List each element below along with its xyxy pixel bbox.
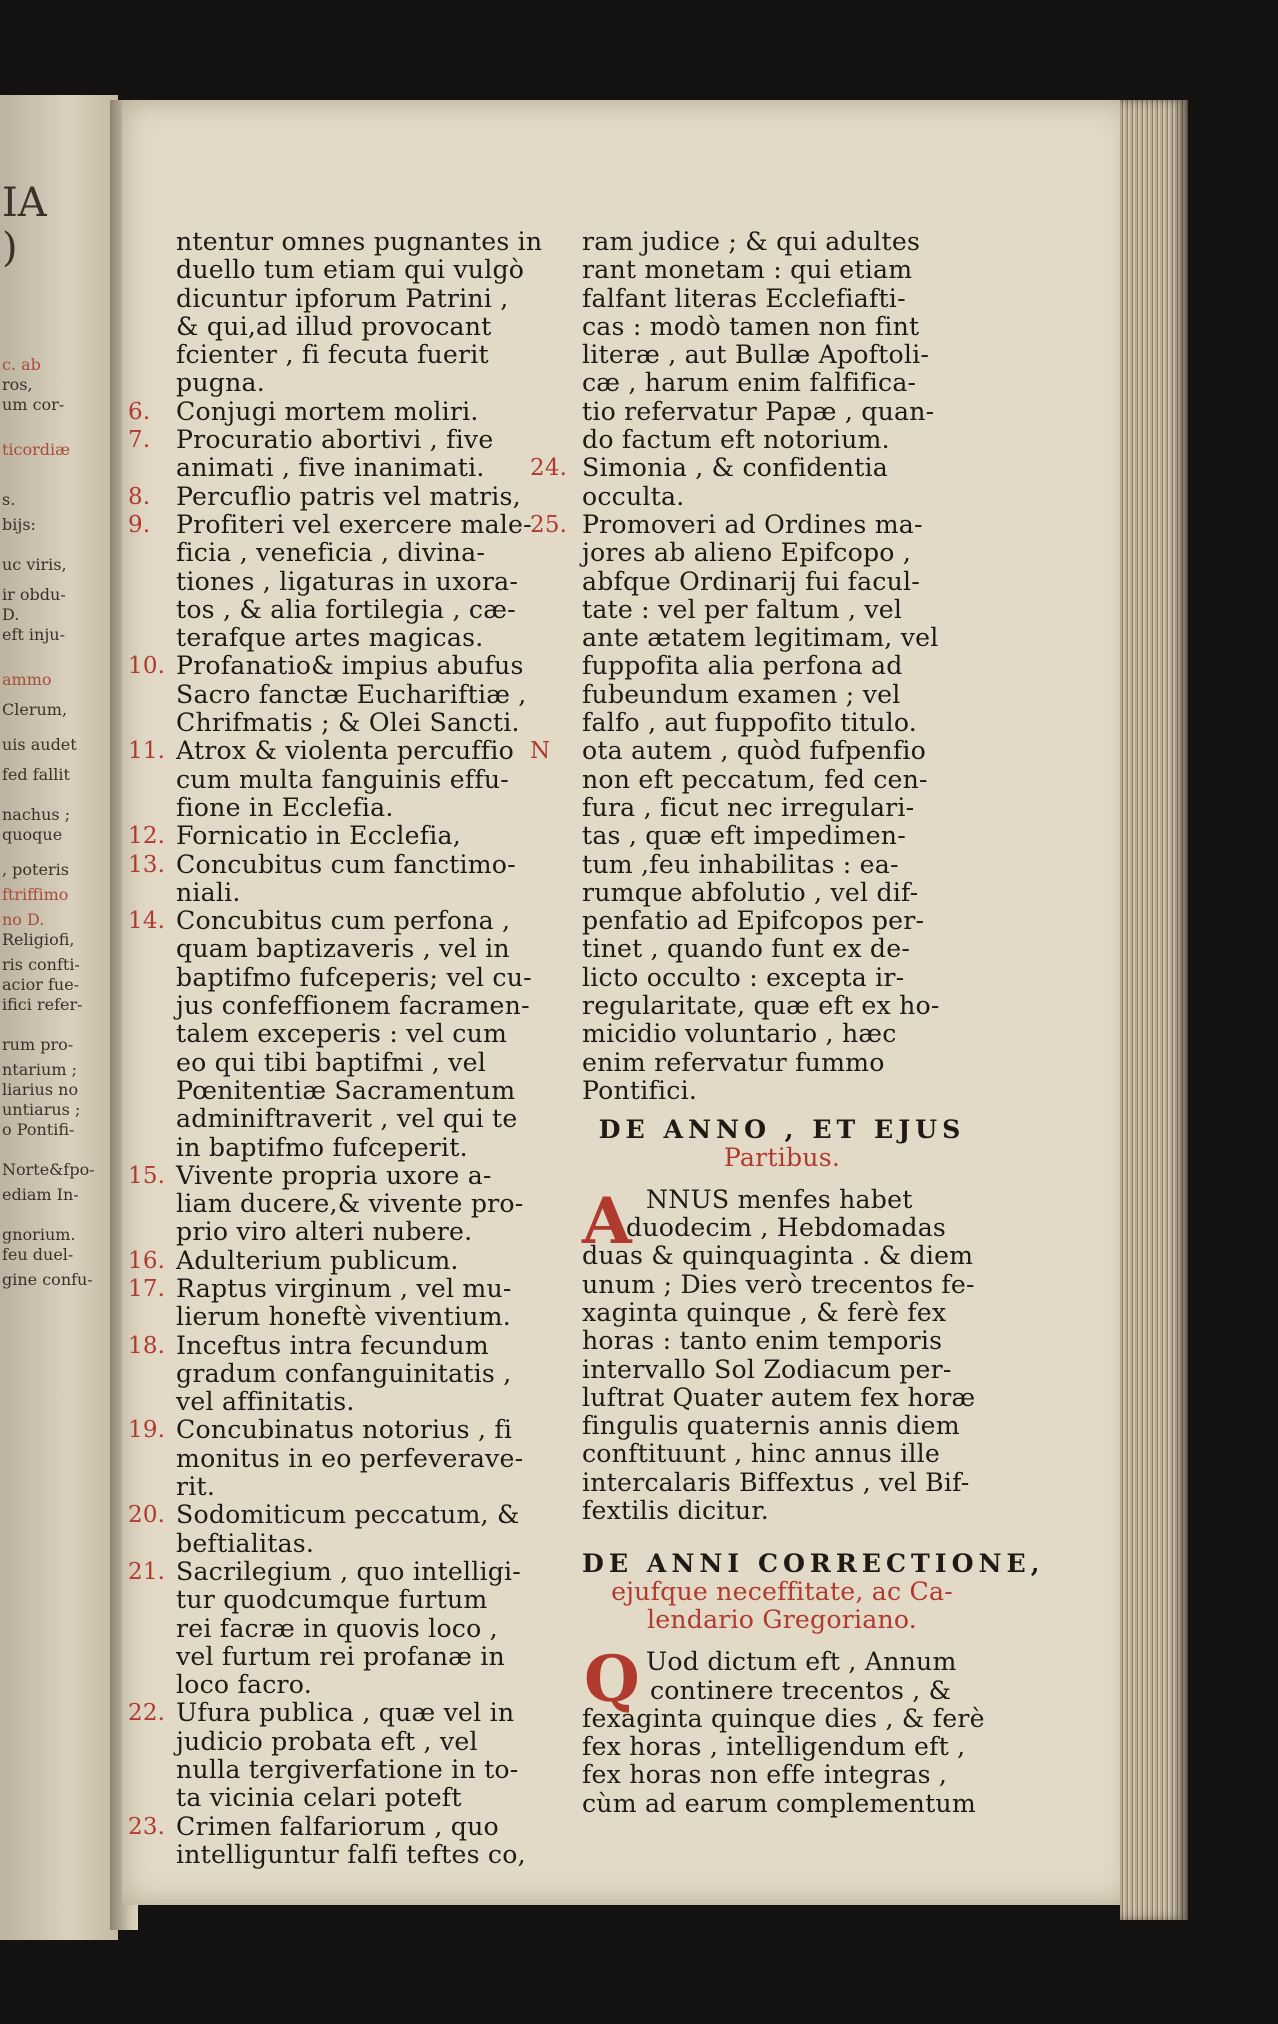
prev-page-fragment: uis audet [2,735,77,754]
text-line [582,1077,982,1105]
line-text: Ufura publica , quæ vel in [176,1698,515,1728]
item-number: 25. [530,511,568,538]
text-line [128,1273,568,1303]
text-line [582,256,982,284]
line-text: beftialitas. [176,1528,315,1558]
prev-page-fragment: ediam In- [2,1185,79,1204]
prev-page-fragment: s. [2,490,16,509]
line-text: falfo , aut fuppofito titulo. [582,708,917,738]
text-line [582,426,982,454]
paragraph-correction-lines [582,1642,985,1818]
prev-page-fragment: ifici refer- [2,995,83,1014]
item-number: 24. [530,455,568,482]
line-text: Atrox & violenta percuffio [176,736,514,766]
text-line [530,736,982,766]
item-number: 20. [128,1502,166,1529]
text-line [530,509,982,539]
text-line: horas : tanto enim temporis [582,1326,943,1356]
text-line [176,256,568,284]
text-line [176,228,568,256]
text-line [582,964,982,992]
prev-page-fragment: gine confu- [2,1270,93,1289]
line-text: dicuntur ipforum Patrini , [176,283,509,313]
text-line [582,398,982,426]
prev-page-fragment: feu duel- [2,1245,74,1264]
text-line [128,1556,568,1586]
text-line [176,369,568,397]
text-line [128,1330,568,1360]
line-text: cum multa fanguinis effu- [176,764,509,794]
text-line [582,624,982,652]
line-text: Sodomiticum peccatum, & [176,1500,520,1530]
text-line: continere trecentos , & [650,1675,952,1705]
line-text: Profiteri vel exercere male- [176,509,532,539]
line-text: Profanatio& impius abufus [176,651,524,681]
text-line [176,1586,568,1614]
line-text: fubeundum examen ; vel [582,679,901,709]
line-text: ntentur omnes pugnantes in [176,227,543,256]
line-text: fcienter , fi fecuta fuerit [176,340,489,370]
text-line: duas & quinquaginta . & diem [582,1241,974,1271]
previous-page-edge [0,95,118,1940]
line-text: Adulterium publicum. [176,1245,459,1275]
text-line [176,568,568,596]
prev-page-fragment: acior fue- [2,975,80,994]
line-text: ficia , veneficia , divina- [176,538,486,568]
text-line [582,1020,982,1048]
subheading-line: lendario Gregoriano. [646,1604,917,1634]
text-line [176,539,568,567]
section-subheading-year: Partibus. [723,1142,841,1172]
text-line: fex horas , intelligendum eft , [582,1732,966,1762]
text-line: xaginta quinque , & ferè fex [582,1297,947,1327]
prev-page-fragment: fed fallit [2,765,70,784]
line-text: loco facro. [176,1670,312,1700]
line-text: vel furtum rei profanæ in [176,1641,505,1671]
text-line [582,539,982,567]
right-column [530,227,1045,1818]
text-line [128,1245,568,1275]
line-text: tate : vel per faltum , vel [582,594,903,624]
paragraph-year [582,1183,982,1526]
text-line [128,906,568,936]
item-number: 16. [128,1247,166,1274]
text-line [582,483,982,511]
text-line [128,736,568,766]
text-line [176,1784,568,1812]
prev-page-fragment: nachus ; [2,805,71,824]
line-text: pugna. [176,368,265,398]
text-line [582,652,982,680]
prev-page-fragment: ris confti- [2,955,80,974]
text-line [176,1756,568,1784]
line-text: gradum confanguinitatis , [176,1358,512,1388]
text-line: NNUS menfes habet [646,1184,913,1214]
prev-page-fragment: Clerum, [2,700,68,719]
item-number: 11. [128,738,166,765]
text-line [582,1049,982,1077]
line-text: nulla tergiverfatione in to- [176,1755,519,1785]
text-line [176,709,568,737]
subheading-line: ejufque neceffitate, ac Ca- [611,1576,953,1606]
text-line [582,766,982,794]
line-text: duello tum etiam qui vulgò [176,255,525,285]
line-text: jus confeffionem facramen- [176,991,530,1021]
text-line [582,596,982,624]
line-text: tio refervatur Papæ , quan- [582,396,935,426]
text-line [582,228,982,256]
text-line [128,1500,568,1530]
text-line [176,1615,568,1643]
item-number: 14. [128,908,166,935]
line-text: penfatio ad Epifcopos per- [582,906,925,936]
text-line [128,396,568,426]
text-line: Uod dictum eft , Annum [646,1647,957,1677]
line-text: non eft peccatum, fed cen- [582,764,928,794]
line-text: quam baptizaveris , vel in [176,934,510,964]
line-text: intelliguntur falfi teftes co, [176,1839,526,1869]
section-heading-correction: DE ANNI CORRECTIONE, [582,1548,1045,1579]
text-line: fingulis quaternis annis diem [582,1411,960,1441]
text-line [128,1811,568,1841]
prev-page-fragment: IA [2,180,47,226]
line-text: occulta. [582,481,685,511]
text-line: fexaginta quinque dies , & ferè [582,1703,985,1733]
line-text: & qui,ad illud provocant [176,311,492,341]
section-subheading-correction [582,1578,982,1635]
text-line [176,1643,568,1671]
line-text: tiones , ligaturas in uxora- [176,566,519,596]
text-line [176,1134,568,1162]
text-line [582,935,982,963]
item-number: 10. [128,653,166,680]
line-text: Procuratio abortivi , five [176,425,494,455]
line-text: baptifmo fufceperis; vel cu- [176,962,532,992]
paragraph-year-lines [582,1183,982,1526]
line-text: rant monetam : qui etiam [582,255,913,285]
line-text: micidio voluntario , hæc [582,1019,897,1049]
line-text: Conjugi mortem moliri. [176,396,479,426]
prev-page-fragment: o Pontifi- [2,1120,75,1139]
line-text: lierum honeftè viventium. [176,1302,511,1332]
text-line [176,624,568,652]
line-text: Concubitus cum fanctimo- [176,849,516,879]
text-line: fextilis dicitur. [582,1496,770,1526]
text-line: luftrat Quater autem fex horæ [582,1382,976,1412]
prev-page-fragment: D. [2,605,20,624]
prev-page-fragment: bijs: [2,515,36,534]
drop-cap-q: Q [584,1642,640,1718]
line-text: fuppofita alia perfona ad [582,651,903,681]
line-text: vel affinitatis. [176,1387,355,1417]
text-line [582,794,982,822]
line-text: Simonia , & confidentia [582,453,889,483]
line-text: rumque abfolutio , vel dif- [582,877,919,907]
text-line [176,313,568,341]
item-number: 19. [128,1417,166,1444]
line-text: licto occulto : excepta ir- [582,962,905,992]
line-text: Sacro fanctæ Euchariftiæ , [176,679,527,709]
text-line [128,1698,568,1728]
line-text: rit. [176,1472,216,1502]
line-text: Fornicatio in Ecclefia, [176,821,461,851]
prev-page-fragment: ) [2,225,18,271]
text-line [128,481,568,511]
text-line [176,1671,568,1699]
text-line [176,766,568,794]
prev-page-fragment: um cor- [2,395,65,414]
text-line [582,341,982,369]
line-text: tinet , quando funt ex de- [582,934,911,964]
paragraph-correction [582,1642,985,1818]
text-line [176,681,568,709]
item-number: 6. [128,398,151,425]
text-line: conftituunt , hinc annus ille [582,1439,941,1469]
prev-page-fragment: Religiofi, [2,930,75,949]
line-text: Vivente propria uxore a- [176,1160,492,1190]
prev-page-fragment: , poteris [2,860,69,879]
line-text: Crimen falfariorum , quo [176,1811,499,1841]
left-column [128,227,568,1869]
text-line [176,1728,568,1756]
text-line [176,341,568,369]
line-text: Chrifmatis ; & Olei Sancti. [176,708,520,738]
text-line [582,851,982,879]
text-line [176,1360,568,1388]
prev-page-fragment: ammo [2,670,52,689]
text-line [176,992,568,1020]
line-text: tas , quæ eft impedimen- [582,821,906,851]
text-line [176,1190,568,1218]
line-text: cas : modò tamen non fint [582,311,920,341]
line-text: tur quodcumque furtum [176,1585,488,1615]
line-text: Promoveri ad Ordines ma- [582,509,923,539]
item-number: 22. [128,1700,166,1727]
prev-page-fragment: eft inju- [2,625,65,644]
item-number: 13. [128,851,166,878]
right-column-items [530,227,982,1105]
text-line [176,935,568,963]
line-text: rei facræ in quovis loco , [176,1613,498,1643]
item-number: 7. [128,427,151,454]
item-number: 9. [128,511,151,538]
text-line: intercalaris Biffextus , vel Bif- [582,1467,970,1497]
text-line [176,596,568,624]
text-line: intervallo Sol Zodiacum per- [582,1354,952,1384]
line-text: enim refervatur fummo [582,1047,885,1077]
line-text: falfant literas Ecclefiafti- [582,283,906,313]
prev-page-fragment: ticordiæ [2,440,71,459]
line-text: Percuflio patris vel matris, [176,481,521,511]
text-line [176,879,568,907]
text-line: cùm ad earum complementum [582,1788,976,1818]
line-text: Pontifici. [582,1075,698,1105]
line-text: talem exceperis : vel cum [176,1019,508,1049]
text-line [176,1218,568,1246]
line-text: Concubinatus notorius , fi [176,1415,513,1445]
line-text: fura , ficut nec irregulari- [582,792,915,822]
line-text: regularitate, quæ eft ex ho- [582,991,940,1021]
text-line: duodecim , Hebdomadas [626,1213,947,1243]
text-line [582,369,982,397]
text-line [128,849,568,879]
text-line [176,1388,568,1416]
item-number: 21. [128,1558,166,1585]
line-text: Raptus virginum , vel mu- [176,1273,512,1303]
line-text: in baptifmo fufceperit. [176,1132,468,1162]
line-text: ota autem , quòd fufpenfio [582,736,926,766]
text-line [176,1473,568,1501]
text-line [128,1415,568,1445]
line-text: tum ,feu inhabilitas : ea- [582,849,899,879]
item-number: 23. [128,1813,166,1840]
line-text: eo qui tibi baptifmi , vel [176,1047,486,1077]
prev-page-fragment: ir obdu- [2,585,66,604]
line-text: monitus in eo perfeverave- [176,1443,524,1473]
line-text: liam ducere,& vivente pro- [176,1189,524,1219]
line-text: tos , & alia fortilegia , cæ- [176,594,516,624]
text-line [176,1020,568,1048]
item-number: 12. [128,823,166,850]
text-line [176,1303,568,1331]
prev-page-fragment: untiarus ; [2,1100,81,1119]
page-block-edge [1120,100,1188,1920]
text-line [176,1445,568,1473]
line-text: animati , five inanimati. [176,453,485,483]
prev-page-fragment: gnorium. [2,1225,76,1244]
line-text: prio viro alteri nubere. [176,1217,473,1247]
line-text: ante ætatem legitimam, vel [582,623,939,653]
line-text: ram judice ; & qui adultes [582,227,921,256]
text-line [582,709,982,737]
section-heading-year: DE ANNO , ET EJUS [598,1114,966,1145]
line-text: abfque Ordinarij fui facul- [582,566,920,596]
prev-page-fragment: ftriffimo [2,885,69,904]
prev-page-fragment: liarius no [2,1080,79,1099]
text-line [176,285,568,313]
prev-page-fragment: ntarium ; [2,1060,77,1079]
text-line [128,821,568,851]
line-text: ta vicinia celari poteft [176,1783,462,1813]
text-line [176,964,568,992]
line-text: judicio probata eft , vel [176,1726,478,1756]
text-line [582,907,982,935]
text-line [128,509,568,539]
item-number: N [530,738,551,765]
text-line: unum ; Dies verò trecentos fe- [582,1269,975,1299]
drop-cap-a: A [582,1183,632,1259]
text-line [582,822,982,850]
prev-page-fragment: uc viris, [2,555,67,574]
prev-page-fragment: ros, [2,375,33,394]
line-text: Concubitus cum perfona , [176,906,511,936]
text-line [176,1105,568,1133]
item-number: 8. [128,483,151,510]
line-text: literæ , aut Bullæ Apoftoli- [582,340,930,370]
text-line [176,794,568,822]
text-line: fex horas non effe integras , [582,1760,948,1790]
text-line [176,1077,568,1105]
text-line [176,1841,568,1869]
line-text: jores ab alieno Epifcopo , [582,538,912,568]
text-line [582,879,982,907]
item-number: 18. [128,1332,166,1359]
prev-page-fragment: c. ab [2,355,41,374]
text-line [176,1049,568,1077]
text-line [582,285,982,313]
prev-page-fragment: rum pro- [2,1035,74,1054]
line-text: Pœnitentiæ Sacramentum [176,1075,516,1105]
prev-page-fragment: Norte&fpo- [2,1160,95,1179]
line-text: Sacrilegium , quo intelligi- [176,1556,522,1586]
item-number: 15. [128,1162,166,1189]
line-text: Inceftus intra fecundum [176,1330,489,1360]
text-line [582,992,982,1020]
line-text: adminiftraverit , vel qui te [176,1104,518,1134]
text-line [176,1530,568,1558]
text-line [128,425,568,455]
prev-page-fragment: no D. [2,910,45,929]
text-line [530,453,982,483]
text-line [582,568,982,596]
line-text: niali. [176,877,241,907]
line-text: cæ , harum enim falfifica- [582,368,917,398]
text-line [582,681,982,709]
prev-page-fragment: quoque [2,825,63,844]
item-number: 17. [128,1275,166,1302]
text-line [176,454,568,482]
text-line [128,1160,568,1190]
line-text: do factum eft notorium. [582,425,890,455]
line-text: terafque artes magicas. [176,623,484,653]
text-line [128,651,568,681]
line-text: fione in Ecclefia. [176,792,394,822]
text-line [582,313,982,341]
